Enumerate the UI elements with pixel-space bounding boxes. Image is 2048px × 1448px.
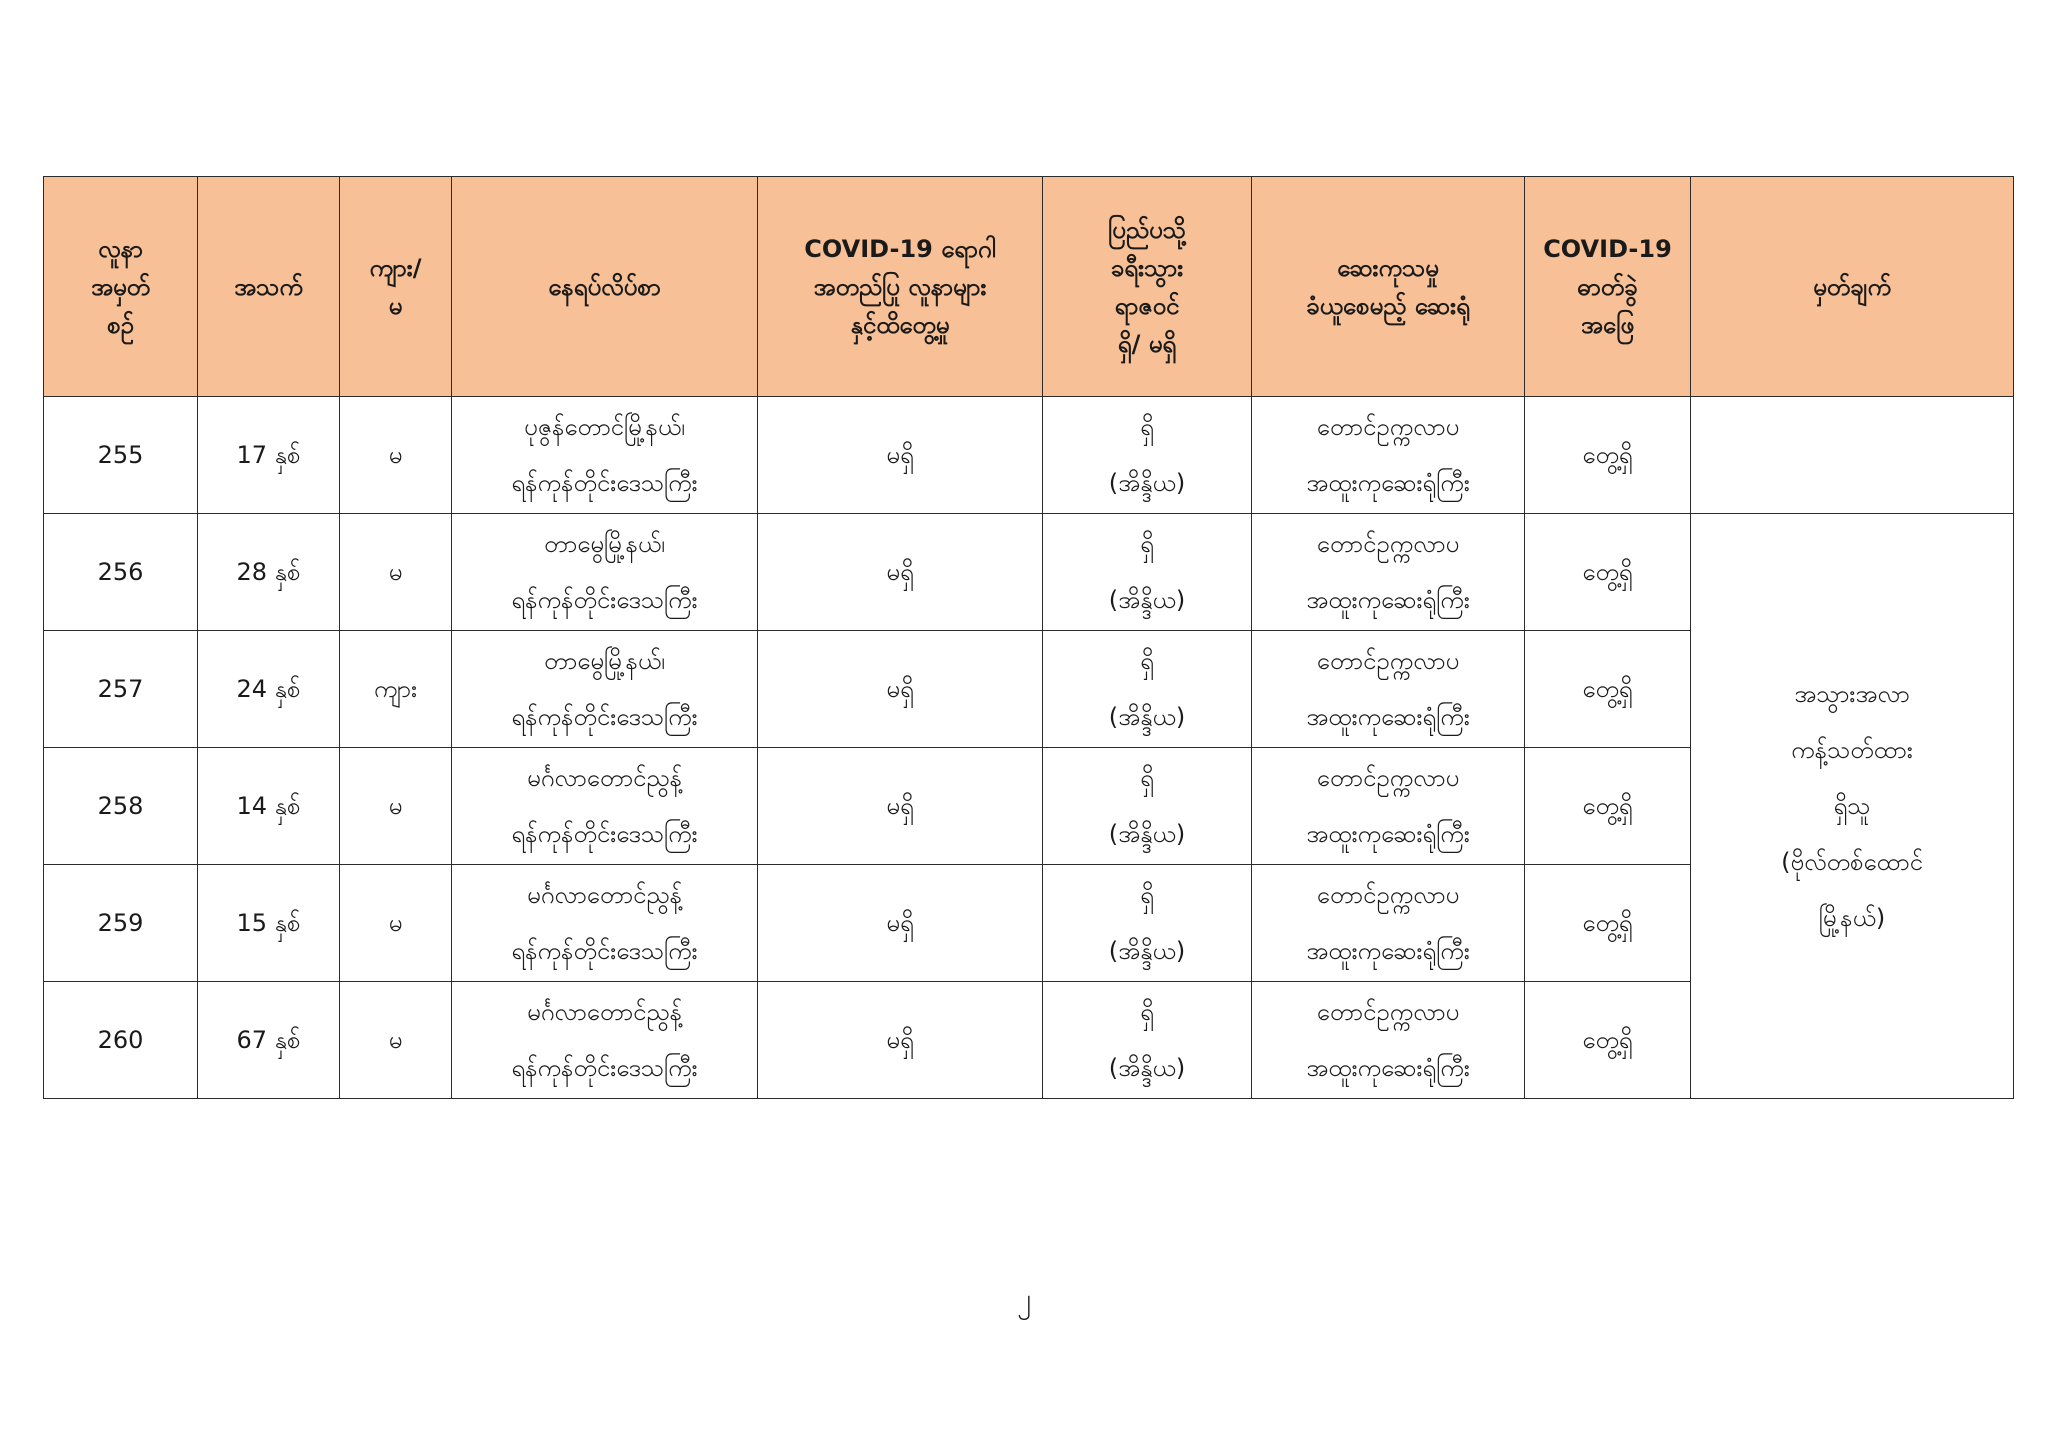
cell-travel-history: ရှိ (အိန္ဒိယ)	[1043, 514, 1252, 631]
cell-hospital: တောင်ဥက္ကလာပ အထူးကုဆေးရုံကြီး	[1252, 982, 1525, 1099]
cell-address: ပုဇွန်တောင်မြို့နယ်၊ ရန်ကုန်တိုင်းဒေသကြီး	[452, 397, 758, 514]
cell-remark-merged: အသွားအလာ ကန့်သတ်ထား ရှိသူ (ဗိုလ်တစ်ထောင် မြို့နယ်)	[1691, 514, 2014, 1099]
cell-sex: မ	[340, 514, 452, 631]
page-number: ၂	[1017, 1282, 1031, 1315]
cell-patient-number: 257	[44, 631, 198, 748]
patient-table	[43, 176, 2014, 1099]
cell-contact: မရှိ	[758, 631, 1043, 748]
header-sex: ကျား/ မ	[340, 177, 452, 397]
cell-age: 14 နှစ်	[198, 748, 340, 865]
cell-sex: ကျား	[340, 631, 452, 748]
header-lab-result: COVID-19 ဓာတ်ခွဲ အဖြေ	[1525, 177, 1691, 397]
cell-hospital: တောင်ဥက္ကလာပ အထူးကုဆေးရုံကြီး	[1252, 865, 1525, 982]
cell-travel-history: ရှိ (အိန္ဒိယ)	[1043, 982, 1252, 1099]
cell-travel-history: ရှိ (အိန္ဒိယ)	[1043, 865, 1252, 982]
cell-address: မင်္ဂလာတောင်ညွန့် ရန်ကုန်တိုင်းဒေသကြီး	[452, 982, 758, 1099]
cell-travel-history: ရှိ (အိန္ဒိယ)	[1043, 631, 1252, 748]
cell-hospital: တောင်ဥက္ကလာပ အထူးကုဆေးရုံကြီး	[1252, 397, 1525, 514]
cell-age: 17 နှစ်	[198, 397, 340, 514]
header-age: အသက်	[198, 177, 340, 397]
header-contact: COVID-19 ရောဂါ အတည်ပြု လူနာများ နှင့်ထိတွေ့မှု	[758, 177, 1043, 397]
cell-address: မင်္ဂလာတောင်ညွန့် ရန်ကုန်တိုင်းဒေသကြီး	[452, 748, 758, 865]
cell-lab-result: တွေ့ရှိ	[1525, 982, 1691, 1099]
cell-patient-number: 255	[44, 397, 198, 514]
cell-address: တာမွေမြို့နယ်၊ ရန်ကုန်တိုင်းဒေသကြီး	[452, 631, 758, 748]
cell-patient-number: 259	[44, 865, 198, 982]
cell-patient-number: 260	[44, 982, 198, 1099]
cell-age: 24 နှစ်	[198, 631, 340, 748]
table-row	[44, 514, 2014, 631]
header-travel-history: ပြည်ပသို့ ခရီးသွား ရာဇဝင် ရှိ/ မရှိ	[1043, 177, 1252, 397]
header-hospital: ဆေးကုသမှု ခံယူစေမည့် ဆေးရုံ	[1252, 177, 1525, 397]
cell-travel-history: ရှိ (အိန္ဒိယ)	[1043, 748, 1252, 865]
cell-age: 67 နှစ်	[198, 982, 340, 1099]
cell-hospital: တောင်ဥက္ကလာပ အထူးကုဆေးရုံကြီး	[1252, 748, 1525, 865]
cell-lab-result: တွေ့ရှိ	[1525, 748, 1691, 865]
cell-lab-result: တွေ့ရှိ	[1525, 631, 1691, 748]
cell-patient-number: 256	[44, 514, 198, 631]
cell-contact: မရှိ	[758, 865, 1043, 982]
cell-lab-result: တွေ့ရှိ	[1525, 397, 1691, 514]
table-row	[44, 397, 2014, 514]
cell-sex: မ	[340, 982, 452, 1099]
cell-patient-number: 258	[44, 748, 198, 865]
cell-lab-result: တွေ့ရှိ	[1525, 514, 1691, 631]
cell-lab-result: တွေ့ရှိ	[1525, 865, 1691, 982]
cell-remark-empty	[1691, 397, 2014, 514]
cell-contact: မရှိ	[758, 514, 1043, 631]
cell-sex: မ	[340, 748, 452, 865]
header-patient-number: လူနာ အမှတ် စဉ်	[44, 177, 198, 397]
cell-age: 28 နှစ်	[198, 514, 340, 631]
header-address: နေရပ်လိပ်စာ	[452, 177, 758, 397]
header-row	[44, 177, 2014, 397]
cell-hospital: တောင်ဥက္ကလာပ အထူးကုဆေးရုံကြီး	[1252, 514, 1525, 631]
cell-travel-history: ရှိ (အိန္ဒိယ)	[1043, 397, 1252, 514]
cell-contact: မရှိ	[758, 748, 1043, 865]
cell-address: တာမွေမြို့နယ်၊ ရန်ကုန်တိုင်းဒေသကြီး	[452, 514, 758, 631]
cell-hospital: တောင်ဥက္ကလာပ အထူးကုဆေးရုံကြီး	[1252, 631, 1525, 748]
cell-address: မင်္ဂလာတောင်ညွန့် ရန်ကုန်တိုင်းဒေသကြီး	[452, 865, 758, 982]
cell-contact: မရှိ	[758, 982, 1043, 1099]
header-remark: မှတ်ချက်	[1691, 177, 2014, 397]
cell-sex: မ	[340, 397, 452, 514]
cell-age: 15 နှစ်	[198, 865, 340, 982]
cell-contact: မရှိ	[758, 397, 1043, 514]
cell-sex: မ	[340, 865, 452, 982]
